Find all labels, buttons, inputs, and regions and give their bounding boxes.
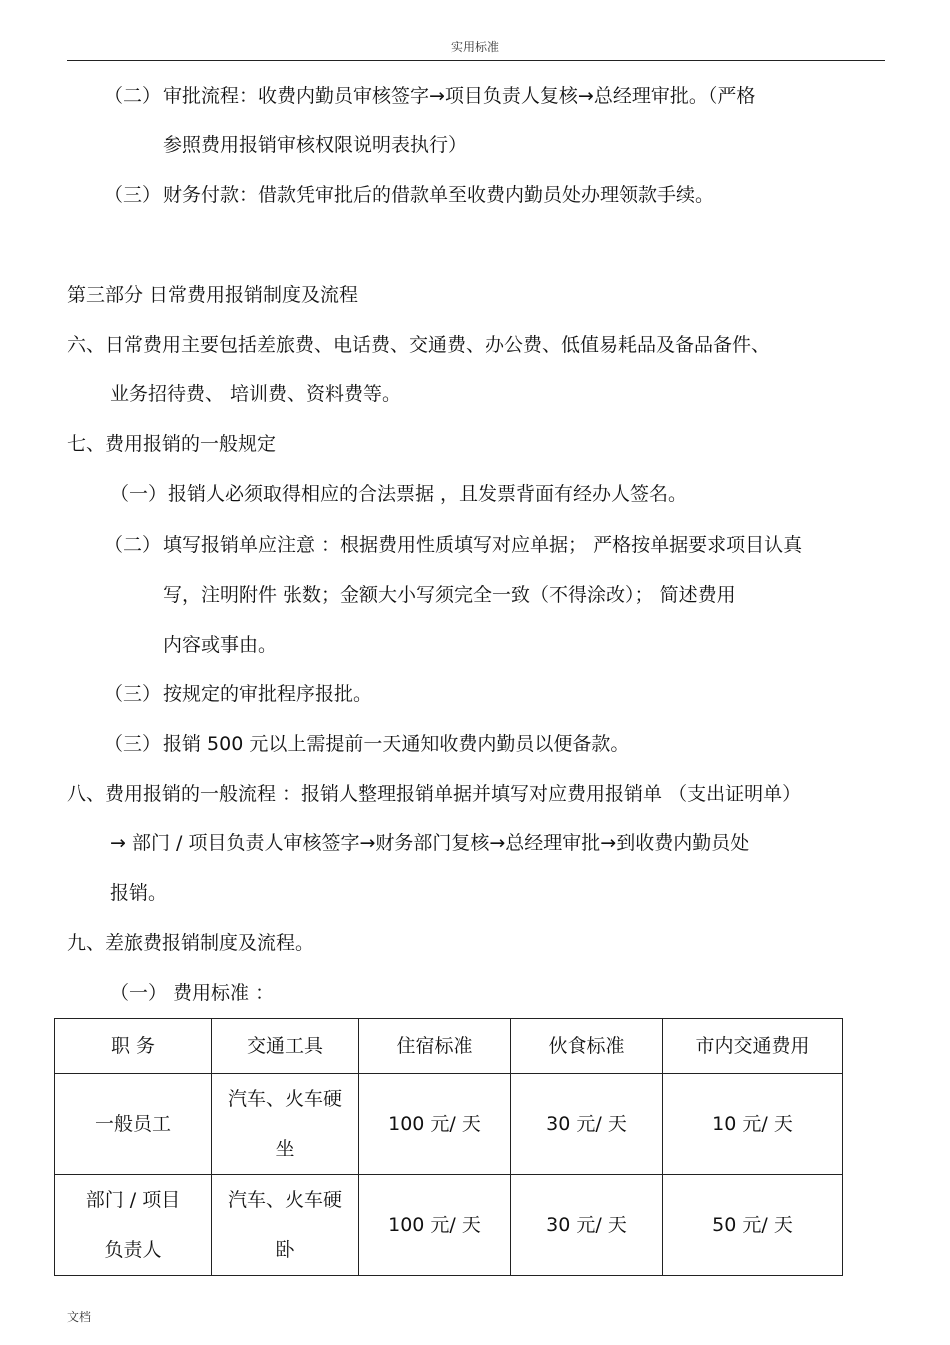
paragraph-line: 内容或事由。	[163, 634, 278, 656]
item-label: （三）	[104, 683, 162, 705]
item-label: （一）	[110, 483, 168, 505]
column-header: 职 务	[55, 1019, 212, 1074]
table-cell: 部门 / 项目 负责人	[55, 1175, 212, 1276]
paragraph-line: 填写报销单应注意 ：根据费用性质填写对应单据； 严格按单据要求项目认真	[163, 534, 803, 556]
paragraph-line: 七、费用报销的一般规定	[67, 433, 277, 455]
paragraph-line: 写，注明附件 张数；金额大小写须完全一致（不得涂改）； 简述费用	[163, 584, 736, 606]
table-cell: 50 元/ 天	[663, 1175, 843, 1276]
paragraph-line: 参照费用报销审核权限说明表执行）	[163, 134, 468, 156]
table-header-row	[55, 1019, 843, 1074]
table-cell: 100 元/ 天	[359, 1074, 511, 1175]
table-cell: 30 元/ 天	[511, 1175, 663, 1276]
paragraph-line: （一） 费用标准 ：	[110, 982, 275, 1004]
table-row	[55, 1074, 843, 1175]
table-row	[55, 1175, 843, 1276]
column-header: 伙食标准	[511, 1019, 663, 1074]
column-header: 交通工具	[212, 1019, 359, 1074]
paragraph-line: 报销 500 元以上需提前一天通知收费内勤员以便备款。	[163, 733, 630, 755]
paragraph-line: 财务付款：借款凭审批后的借款单至收费内勤员处办理领款手续。	[163, 184, 715, 206]
column-header: 住宿标准	[359, 1019, 511, 1074]
table-cell: 10 元/ 天	[663, 1074, 843, 1175]
paragraph-line: → 部门 / 项目负责人审核签字→财务部门复核→总经理审批→到收费内勤员处	[110, 832, 750, 854]
paragraph-line: 九、差旅费报销制度及流程。	[67, 932, 315, 954]
paragraph-line: 业务招待费、 培训费、资料费等。	[110, 383, 402, 405]
item-label: （三）	[104, 184, 162, 206]
table-cell: 汽车、火车硬 卧	[212, 1175, 359, 1276]
expense-standard-table	[54, 1018, 843, 1276]
paragraph-line: 按规定的审批程序报批。	[163, 683, 373, 705]
page-footer: 文档	[67, 1310, 92, 1324]
section-heading: 第三部分 日常费用报销制度及流程	[67, 284, 359, 306]
paragraph-line: 六、日常费用主要包括差旅费、电话费、交通费、办公费、低值易耗品及备品备件、	[67, 334, 771, 356]
paragraph-line: 报销。	[110, 882, 168, 904]
paragraph-line: 八、费用报销的一般流程 ：报销人整理报销单据并填写对应费用报销单 （支出证明单）	[67, 783, 802, 805]
table-cell: 一般员工	[55, 1074, 212, 1175]
page-header: 实用标准	[450, 40, 499, 54]
item-label: （二）	[104, 534, 162, 556]
table-cell: 30 元/ 天	[511, 1074, 663, 1175]
header-divider	[67, 60, 885, 61]
item-label: （三）	[104, 733, 162, 755]
paragraph-line: 审批流程：收费内勤员审核签字→项目负责人复核→总经理审批。（严格	[163, 85, 756, 107]
item-label: （二）	[104, 85, 162, 107]
table-cell: 汽车、火车硬 坐	[212, 1074, 359, 1175]
table-cell: 100 元/ 天	[359, 1175, 511, 1276]
paragraph-line: 报销人必须取得相应的合法票据 ，且发票背面有经办人签名。	[168, 483, 688, 505]
column-header: 市内交通费用	[663, 1019, 843, 1074]
